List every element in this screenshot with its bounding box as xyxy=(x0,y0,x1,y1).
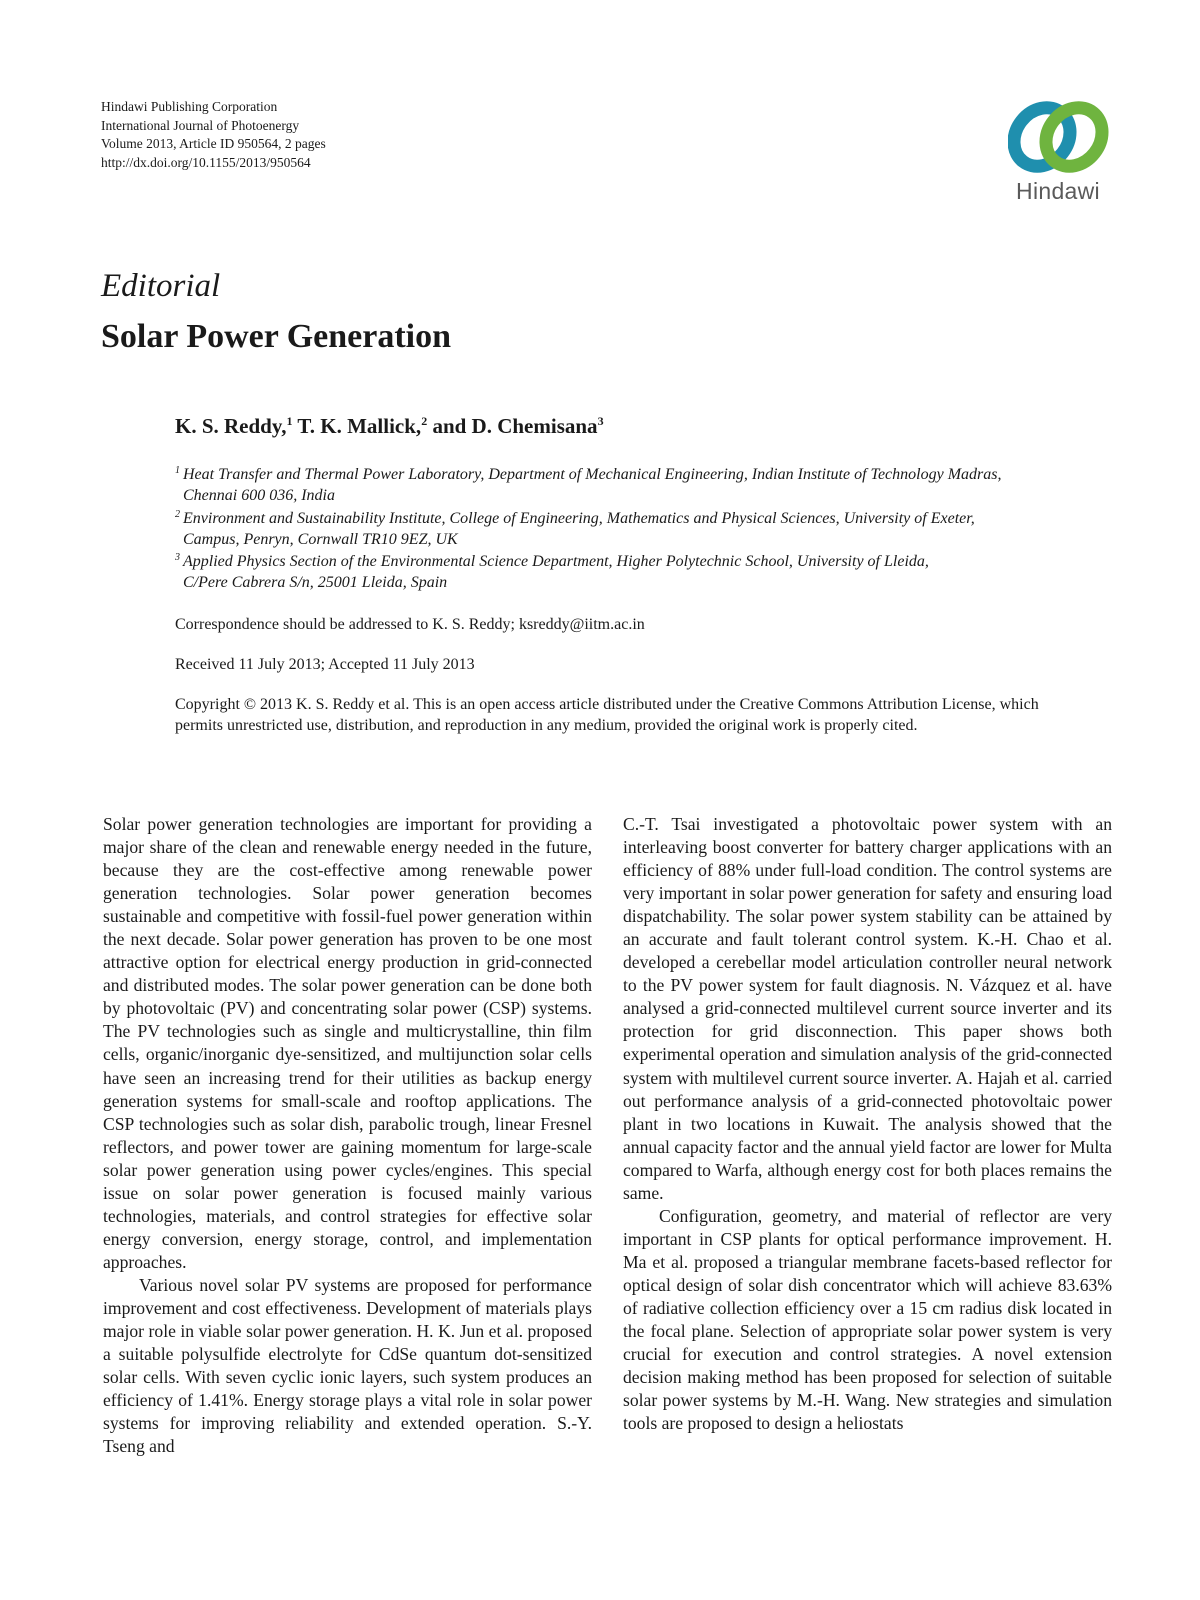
correspondence: Correspondence should be addressed to K. S. Reddy; ksreddy@iitm.ac.in xyxy=(175,616,645,633)
body-paragraph: Configuration, geometry, and material of reflector are very important in CSP plants for optical performance improvement. H. Ma et al. proposed a triangular membrane facets-based reflector for optical design of solar dish concentrator which will achieve 83.63% of radiative collection efficiency over a 15 cm radius disk located in the focal plane. Selection of appropriate solar power system is very crucial for execution and control strategies. A novel extension decision making method has been proposed for selection of suitable solar power systems by M.-H. Wang. New strategies and simulation tools are proposed to design a heliostats xyxy=(623,1205,1112,1434)
author-affiliation-marker: 1 xyxy=(286,414,293,428)
affiliation xyxy=(175,508,1090,550)
affiliation-number: 1 xyxy=(175,465,180,476)
body-paragraph: Solar power generation technologies are important for providing a major share of the clean and renewable energy needed in the future, because they are the cost-effective among renewable power generation technologies. Solar power generation becomes sustainable and competitive with fossil-fuel power generation within the next decade. Solar power generation has proven to be one most attractive option for electrical energy production in grid-connected and distributed modes. The solar power generation can be done both by photovoltaic (PV) and concentrating solar power (CSP) systems. The PV technologies such as single and multicrystalline, thin film cells, organic/inorganic dye-sensitized, and multijunction solar cells have seen an increasing trend for their utilities as backup energy generation systems for small-scale and rooftop applications. The CSP technologies such as solar dish, parabolic trough, linear Fresnel reflectors, and power tower are gaining momentum for large-scale solar power generation using power cycles/engines. This special issue on solar power generation is focused mainly various technologies, materials, and control strategies for effective solar energy conversion, energy storage, control, and implementation approaches. xyxy=(103,814,592,1272)
publisher: Hindawi Publishing Corporation xyxy=(101,99,278,114)
article-type: Editorial xyxy=(101,268,221,304)
affiliation xyxy=(175,551,1090,593)
copyright-notice: Copyright © 2013 K. S. Reddy et al. This is an open access article distributed under the Creative Commons Attribution License, which permits unrestricted use, distribution, and reproduction in any medium, provided the original work is properly cited. xyxy=(175,696,1039,734)
affiliation-line: Chennai 600 036, India xyxy=(183,487,335,504)
affiliations xyxy=(175,464,1090,595)
author-name: and D. Chemisana xyxy=(432,414,598,438)
volume-info: Volume 2013, Article ID 950564, 2 pages xyxy=(101,136,326,151)
author-affiliation-marker: 3 xyxy=(597,414,604,428)
doi-link[interactable]: http://dx.doi.org/10.1155/2013/950564 xyxy=(101,154,311,170)
affiliation-line: Campus, Penryn, Cornwall TR10 9EZ, UK xyxy=(183,530,458,548)
affiliation-number: 3 xyxy=(175,552,180,563)
author-name: T. K. Mallick, xyxy=(297,414,422,438)
received-dates: Received 11 July 2013; Accepted 11 July 2013 xyxy=(175,656,475,673)
journal-name: International Journal of Photoenergy xyxy=(101,117,300,133)
affiliation-line: Heat Transfer and Thermal Power Laboratory, Department of Mechanical Engineering, Indian Institute of Technology Madras, xyxy=(183,466,1002,483)
affiliation-number: 2 xyxy=(175,508,180,520)
author-affiliation-marker: 2 xyxy=(421,414,428,428)
logo-text: Hindawi xyxy=(1016,178,1100,204)
journal-header xyxy=(101,98,326,172)
article-title: Solar Power Generation xyxy=(101,318,452,355)
affiliation-line: Applied Physics Section of the Environmental Science Department, Higher Polytechnic School, University of Lleida, xyxy=(183,553,929,570)
author-list xyxy=(175,414,604,439)
body-paragraph: C.-T. Tsai investigated a photovoltaic power system with an interleaving boost converter for battery charger applications with an efficiency of 88% under full-load condition. The control systems are very important in solar power generation for safety and ensuring load dispatchability. The solar power system stability can be attained by an accurate and fault tolerant control system. K.-H. Chao et al. developed a cerebellar model articulation controller neural network to the PV power system for fault diagnosis. N. Vázquez et al. have analysed a grid-connected multilevel current source inverter and its protection for grid disconnection. This paper shows both experimental operation and simulation analysis of the grid-connected system with multilevel current source inverter. A. Hajah et al. carried out performance analysis of a grid-connected photovoltaic power plant in two locations in Kuwait. The analysis showed that the annual capacity factor and the annual yield factor are lower for Multa compared to Warfa, although energy cost for both places remains the same. xyxy=(623,814,1112,1203)
body-column-left xyxy=(103,813,592,1458)
body-column-right xyxy=(623,813,1112,1435)
affiliation xyxy=(175,464,1090,506)
body-paragraph: Various novel solar PV systems are proposed for performance improvement and cost effectiveness. Development of materials plays major role in viable solar power generation. H. K. Jun et al. proposed a suitable polysulfide electrolyte for CdSe quantum dot-sensitized solar cells. With seven cyclic ionic layers, such system produces an efficiency of 1.41%. Energy storage plays a vital role in solar power systems for improving reliability and extended operation. S.-Y. Tseng and xyxy=(103,1274,592,1457)
hindawi-logo xyxy=(1004,98,1114,205)
affiliation-line: Environment and Sustainability Institute, College of Engineering, Mathematics and Physical Sciences, University of Exeter, xyxy=(183,509,975,527)
author-name: K. S. Reddy, xyxy=(175,414,287,438)
affiliation-line: C/Pere Cabrera S/n, 25001 Lleida, Spain xyxy=(183,574,448,591)
hindawi-rings-icon xyxy=(1008,98,1112,176)
